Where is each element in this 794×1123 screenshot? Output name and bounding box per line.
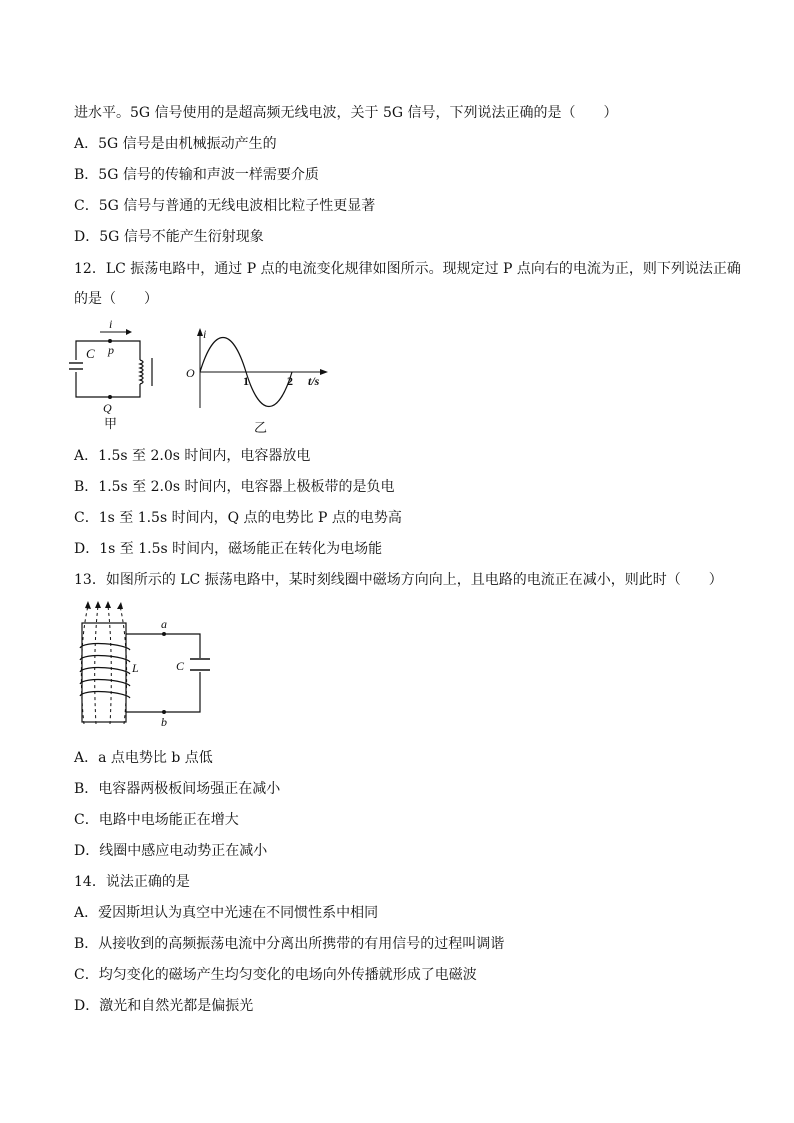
q13-label-l: L <box>132 661 139 675</box>
q12-option-c: C．1s 至 1.5s 时间内，Q 点的电势比 P 点的电势高 <box>74 510 402 526</box>
q13-option-b: B．电容器两极板间场强正在减小 <box>74 781 281 797</box>
q11-option-d: D．5G 信号不能产生衍射现象 <box>74 229 264 245</box>
q14-stem: 14．说法正确的是 <box>74 874 190 890</box>
q12-current-graph <box>180 324 340 436</box>
q12-jia-label-c: C <box>86 346 95 361</box>
q12-stem-line1: 12．LC 振荡电路中，通过 P 点的电流变化规律如图所示。现规定过 P 点向右的电流为正，则下列说法正确 <box>74 261 741 277</box>
q11-option-c: C．5G 信号与普通的无线电波相比粒子性更显著 <box>74 198 376 214</box>
q13-option-a: A．a 点电势比 b 点低 <box>74 750 213 766</box>
q11-stem: 进水平。5G 信号使用的是超高频无线电波，关于 5G 信号，下列说法正确的是（ ） <box>74 105 618 121</box>
q12-stem-line2: 的是（ ） <box>74 291 158 307</box>
q14-option-c: C．均匀变化的磁场产生均匀变化的电场向外传播就形成了电磁波 <box>74 967 477 983</box>
q12-option-a: A．1.5s 至 2.0s 时间内，电容器放电 <box>74 448 311 464</box>
q13-label-a: a <box>161 617 167 631</box>
q12-yi-label-o: O <box>186 366 195 380</box>
q14-option-d: D．激光和自然光都是偏振光 <box>74 998 254 1014</box>
q12-option-d: D．1s 至 1.5s 时间内，磁场能正在转化为电场能 <box>74 541 383 557</box>
q11-option-a: A．5G 信号是由机械振动产生的 <box>74 136 277 152</box>
q12-option-b: B．1.5s 至 2.0s 时间内，电容器上极板带的是负电 <box>74 479 395 495</box>
q12-yi-tick-1: 1 <box>243 374 249 388</box>
q14-option-a: A．爱因斯坦认为真空中光速在不同惯性系中相同 <box>74 905 379 921</box>
q12-jia-label-p: p <box>108 343 114 357</box>
q12-yi-label-i: i <box>203 327 207 341</box>
q13-label-b: b <box>161 715 167 728</box>
q13-label-c: C <box>176 659 185 673</box>
q12-jia-caption: 甲 <box>104 416 118 431</box>
q12-jia-label-q: Q <box>103 401 112 415</box>
q12-jia-label-i: i <box>109 318 113 331</box>
q13-circuit-figure <box>70 600 220 728</box>
q12-yi-caption: 乙 <box>254 420 268 435</box>
q13-stem: 13．如图所示的 LC 振荡电路中，某时刻线圈中磁场方向向上，且电路的电流正在减小，则此时（ ） <box>74 572 723 588</box>
q12-yi-axis-t: t/s <box>308 374 320 388</box>
q12-circuit-figure <box>68 318 168 436</box>
q14-option-b: B．从接收到的高频振荡电流中分离出所携带的有用信号的过程叫调谐 <box>74 936 505 952</box>
q13-option-d: D．线圈中感应电动势正在减小 <box>74 843 268 859</box>
q13-option-c: C．电路中电场能正在增大 <box>74 812 239 828</box>
q12-yi-tick-2: 2 <box>287 374 293 388</box>
q11-option-b: B．5G 信号的传输和声波一样需要介质 <box>74 167 319 183</box>
